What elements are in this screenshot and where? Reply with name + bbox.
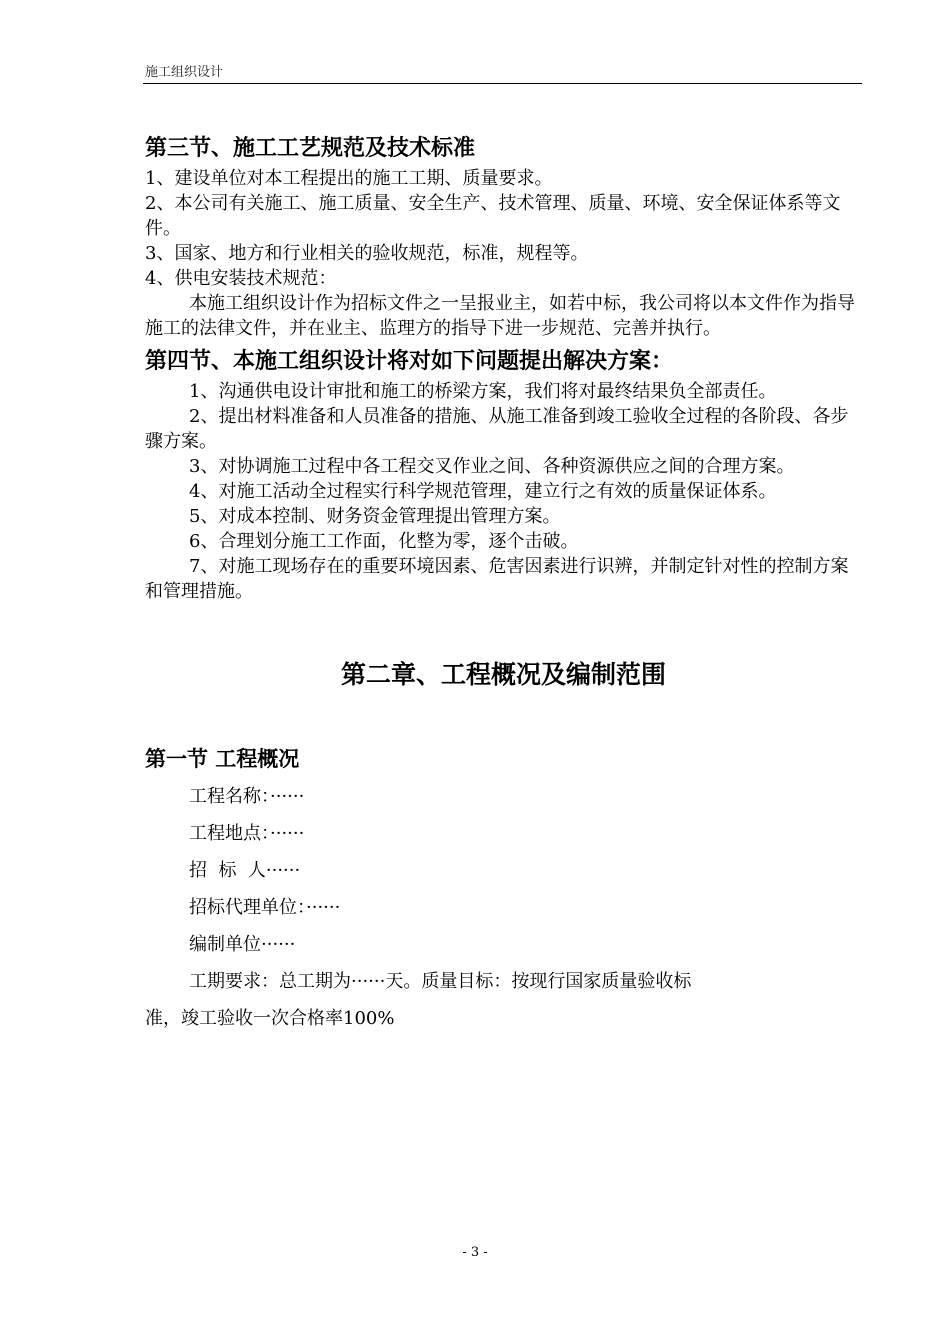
section-4-item-7: 7、对施工现场存在的重要环境因素、危害因素进行识辨，并制定针对性的控制方案和管理措施。 <box>145 556 849 602</box>
tenderer-line: 招 标 人······ <box>189 860 301 881</box>
section-3-item-4: 4、供电安装技术规范： <box>145 268 337 289</box>
page-content <box>145 128 862 1037</box>
section-4-item-2: 2、提出材料准备和人员准备的措施、从施工准备到竣工验收全过程的各阶段、各步骤方案。 <box>145 406 849 452</box>
section-3-paragraph: 本施工组织设计作为招标文件之一呈报业主，如若中标，我公司将以本文件作为指导施工的法律文件，并在业主、监理方的指导下进一步规范、完善并执行。 <box>145 293 855 339</box>
section-4-item-4: 4、对施工活动全过程实行科学规范管理，建立行之有效的质量保证体系。 <box>189 481 777 502</box>
project-name-line: 工程名称：······ <box>189 786 305 807</box>
header-rule <box>143 83 862 84</box>
section-3-item-1: 1、建设单位对本工程提出的施工工期、质量要求。 <box>145 168 553 189</box>
prepared-by-line: 编制单位······ <box>189 934 296 955</box>
section-3-heading: 第三节、施工工艺规范及技术标准 <box>145 136 476 161</box>
section-3-item-3: 3、国家、地方和行业相关的验收规范，标准，规程等。 <box>145 243 589 264</box>
chapter-2-section-1-heading: 第一节 工程概况 <box>145 747 300 771</box>
tender-agent-line: 招标代理单位：······ <box>189 897 341 918</box>
section-4-item-3: 3、对协调施工过程中各工程交叉作业之间、各种资源供应之间的合理方案。 <box>189 456 795 477</box>
project-location-line: 工程地点：······ <box>189 823 305 844</box>
chapter-2-heading: 第二章、工程概况及编制范围 <box>340 660 666 689</box>
running-header: 施工组织设计 <box>145 65 224 80</box>
section-3-item-2: 2、本公司有关施工、施工质量、安全生产、技术管理、质量、环境、安全保证体系等文件。 <box>145 193 841 239</box>
section-4-item-1: 1、沟通供电设计审批和施工的桥梁方案，我们将对最终结果负全部责任。 <box>189 381 777 402</box>
quality-target-continuation: 准，竣工验收一次合格率100% <box>145 1008 395 1029</box>
section-4-item-5: 5、对成本控制、财务资金管理提出管理方案。 <box>189 506 561 527</box>
page-number: - 3 - <box>462 1245 488 1260</box>
section-4-item-6: 6、合理划分施工工作面，化整为零，逐个击破。 <box>189 531 579 552</box>
section-4-heading: 第四节、本施工组织设计将对如下问题提出解决方案： <box>145 349 674 374</box>
schedule-requirement-line: 工期要求：总工期为······天。质量目标：按现行国家质量验收标 <box>189 971 692 992</box>
